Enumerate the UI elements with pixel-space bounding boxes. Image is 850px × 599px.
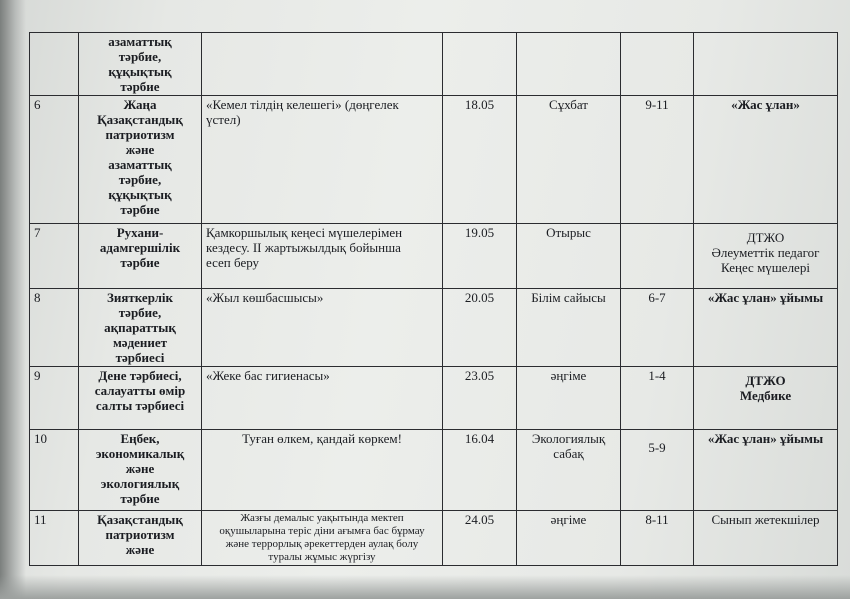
- event-form: Сұхбат: [517, 96, 621, 224]
- row-number: 10: [30, 430, 79, 511]
- row-number: 6: [30, 96, 79, 224]
- event-date: 18.05: [443, 96, 517, 224]
- event-date: 16.04: [443, 430, 517, 511]
- event-topic: «Жыл көшбасшысы»: [202, 289, 443, 367]
- event-responsible: [694, 33, 838, 96]
- event-form: әңгіме: [517, 367, 621, 430]
- event-form: Отырыс: [517, 224, 621, 289]
- event-form: Экологиялық сабақ: [517, 430, 621, 511]
- event-topic: [202, 33, 443, 96]
- row-number: 8: [30, 289, 79, 367]
- event-date: 24.05: [443, 511, 517, 566]
- event-topic: «Кемел тілдің келешегі» (дөңгелек үстел): [202, 96, 443, 224]
- event-topic: Туған өлкем, қандай көркем!: [202, 430, 443, 511]
- events-plan-table: [29, 32, 838, 566]
- event-responsible: ДТЖО Әлеуметтік педагог Кеңес мүшелері: [694, 224, 838, 289]
- table-row: [30, 289, 838, 367]
- table-row: [30, 367, 838, 430]
- event-responsible: ДТЖО Медбике: [694, 367, 838, 430]
- event-responsible: «Жас ұлан» ұйымы: [694, 289, 838, 367]
- row-number: 9: [30, 367, 79, 430]
- event-form: [517, 33, 621, 96]
- event-grades: 6-7: [621, 289, 694, 367]
- event-date: [443, 33, 517, 96]
- event-grades: [621, 33, 694, 96]
- row-number: [30, 33, 79, 96]
- table-row: [30, 96, 838, 224]
- event-grades: 1-4: [621, 367, 694, 430]
- event-topic: Жазғы демалыс уақытында мектеп оқушыларына теріс діни ағымға бас бұрмау және террорлық әрекеттерден аулақ болу туралы жұмыс жүргізу: [202, 511, 443, 566]
- education-direction: Қазақстандық патриотизм және: [79, 511, 202, 566]
- event-responsible: «Жас ұлан» ұйымы: [694, 430, 838, 511]
- page-edge-shadow-bottom: [0, 575, 850, 599]
- event-grades: 8-11: [621, 511, 694, 566]
- event-responsible: «Жас ұлан»: [694, 96, 838, 224]
- event-form: әңгіме: [517, 511, 621, 566]
- event-grades: 5-9: [621, 430, 694, 511]
- education-direction: Рухани- адамгершілік тәрбие: [79, 224, 202, 289]
- row-number: 11: [30, 511, 79, 566]
- page-edge-shadow-left: [0, 0, 26, 599]
- event-topic: «Жеке бас гигиенасы»: [202, 367, 443, 430]
- event-date: 19.05: [443, 224, 517, 289]
- education-direction: Жаңа Қазақстандық патриотизм және азаматтық тәрбие, құқықтық тәрбие: [79, 96, 202, 224]
- event-date: 23.05: [443, 367, 517, 430]
- table-row: [30, 430, 838, 511]
- event-grades: [621, 224, 694, 289]
- event-grades: 9-11: [621, 96, 694, 224]
- education-direction: Еңбек, экономикалық және экологиялық тәрбие: [79, 430, 202, 511]
- education-direction: Дене тәрбиесі, салауатты өмір салты тәрбиесі: [79, 367, 202, 430]
- education-direction: азаматтық тәрбие, құқықтық тәрбие: [79, 33, 202, 96]
- table-row: [30, 33, 838, 96]
- event-form: Білім сайысы: [517, 289, 621, 367]
- table-row: [30, 224, 838, 289]
- event-responsible: Сынып жетекшілер: [694, 511, 838, 566]
- row-number: 7: [30, 224, 79, 289]
- event-date: 20.05: [443, 289, 517, 367]
- table-row: [30, 511, 838, 566]
- education-direction: Зияткерлік тәрбие, ақпараттық мәдениет тәрбиесі: [79, 289, 202, 367]
- event-topic: Қамкоршылық кеңесі мүшелерімен кездесу. ІІ жартыжылдық бойынша есеп беру: [202, 224, 443, 289]
